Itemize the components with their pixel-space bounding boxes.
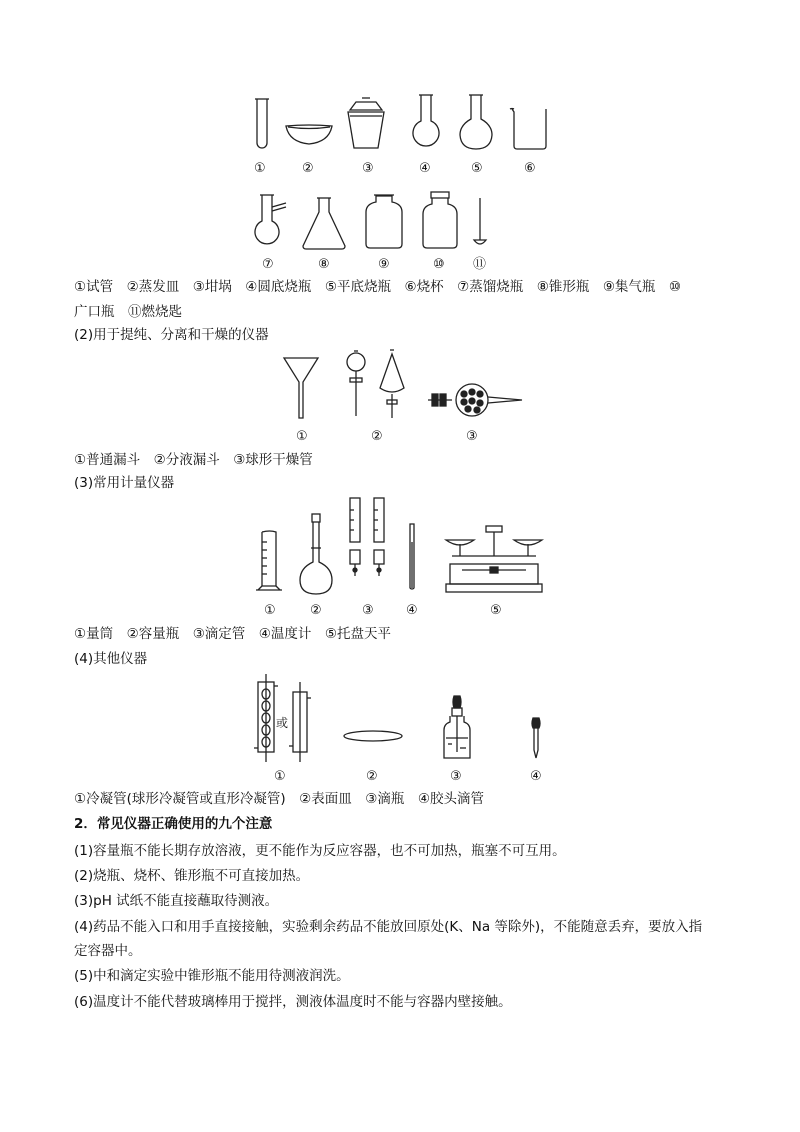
- row2-label-10: ⑩: [433, 257, 445, 272]
- sec3-label-4: ④: [406, 603, 418, 618]
- crucible-figure: [342, 96, 390, 154]
- round-bottom-flask-figure: [408, 93, 444, 155]
- volumetric-flask-figure: [296, 512, 336, 598]
- sec2-label-3: ③: [466, 429, 478, 444]
- section3-heading: (3)常用计量仪器: [74, 475, 175, 491]
- beaker-figure: [508, 106, 552, 152]
- burette-figure: [346, 496, 390, 598]
- note-5: (5)中和滴定实验中锥形瓶不能用待测液润洗。: [74, 968, 350, 984]
- section2-heading: (2)用于提纯、分离和干燥的仪器: [74, 327, 269, 343]
- conical-flask-figure: [300, 196, 348, 252]
- row1-label-3: ③: [362, 161, 374, 176]
- row2-label-8: ⑧: [318, 257, 330, 272]
- thermometer-figure: [404, 522, 420, 600]
- section1-caption-line1: ①试管 ②蒸发皿 ③坩埚 ④圆底烧瓶 ⑤平底烧瓶 ⑥烧杯 ⑦蒸馏烧瓶 ⑧锥形瓶 ⑨集气瓶 ⑩: [74, 279, 682, 295]
- row1-label-4: ④: [419, 161, 431, 176]
- row2-label-7: ⑦: [262, 257, 274, 272]
- combustion-spoon-figure: [470, 196, 490, 252]
- test-tube-figure: [250, 95, 274, 155]
- note-4-line2: 定容器中。: [74, 943, 142, 959]
- bulb-condenser-figure: [254, 672, 278, 764]
- graduated-cylinder-figure: [254, 528, 284, 596]
- funnel-figure: [282, 354, 320, 422]
- sec3-label-2: ②: [310, 603, 322, 618]
- row2-label-11: ⑪: [473, 257, 487, 272]
- evaporating-dish-figure: [284, 120, 334, 150]
- watch-glass-figure: [342, 728, 404, 744]
- section3-caption: ①量筒 ②容量瓶 ③滴定管 ④温度计 ⑤托盘天平: [74, 626, 392, 642]
- row1-label-1: ①: [254, 161, 266, 176]
- sec3-label-1: ①: [264, 603, 276, 618]
- section1-caption-line2: 广口瓶 ⑪燃烧匙: [74, 304, 182, 320]
- row2-label-9: ⑨: [378, 257, 390, 272]
- straight-condenser-figure: [288, 680, 312, 764]
- section4-caption: ①冷凝管(球形冷凝管或直形冷凝管) ②表面皿 ③滴瓶 ④胶头滴管: [74, 791, 484, 807]
- sec4-label-3: ③: [450, 769, 462, 784]
- note-1: (1)容量瓶不能长期存放溶液，更不能作为反应容器，也不可加热，瓶塞不可互用。: [74, 843, 566, 859]
- gas-jar-figure: [362, 192, 406, 252]
- wide-mouth-bottle-figure: [419, 190, 461, 252]
- note-2: (2)烧瓶、烧杯、锥形瓶不可直接加热。: [74, 868, 310, 884]
- row1-label-2: ②: [302, 161, 314, 176]
- section2-caption: ①普通漏斗 ②分液漏斗 ③球形干燥管: [74, 452, 313, 468]
- separatory-funnel-figure: [342, 348, 410, 422]
- drying-tube-figure: [426, 382, 524, 418]
- sec4-label-4: ④: [530, 769, 542, 784]
- or-label: 或: [276, 716, 289, 730]
- sec2-label-2: ②: [371, 429, 383, 444]
- balance-figure: [442, 520, 546, 598]
- row1-label-6: ⑥: [524, 161, 536, 176]
- section4-heading: (4)其他仪器: [74, 651, 148, 667]
- distillation-flask-figure: [250, 193, 290, 251]
- note-3: (3)pH 试纸不能直接蘸取待测液。: [74, 893, 279, 909]
- sec3-label-3: ③: [362, 603, 374, 618]
- sec2-label-1: ①: [296, 429, 308, 444]
- dropper-figure: [528, 716, 544, 762]
- dropper-bottle-figure: [440, 694, 474, 764]
- sec4-label-2: ②: [366, 769, 378, 784]
- note-6: (6)温度计不能代替玻璃棒用于搅拌，测液体温度时不能与容器内壁接触。: [74, 994, 512, 1010]
- sec4-label-1: ①: [274, 769, 286, 784]
- note-4-line1: (4)药品不能入口和用手直接接触，实验剩余药品不能放回原处(K、Na 等除外)，不能随意丢弃，要放入指: [74, 919, 703, 935]
- sec3-label-5: ⑤: [490, 603, 502, 618]
- notes-heading: 2．常见仪器正确使用的九个注意: [74, 816, 273, 832]
- row1-label-5: ⑤: [471, 161, 483, 176]
- flat-bottom-flask-figure: [458, 93, 494, 155]
